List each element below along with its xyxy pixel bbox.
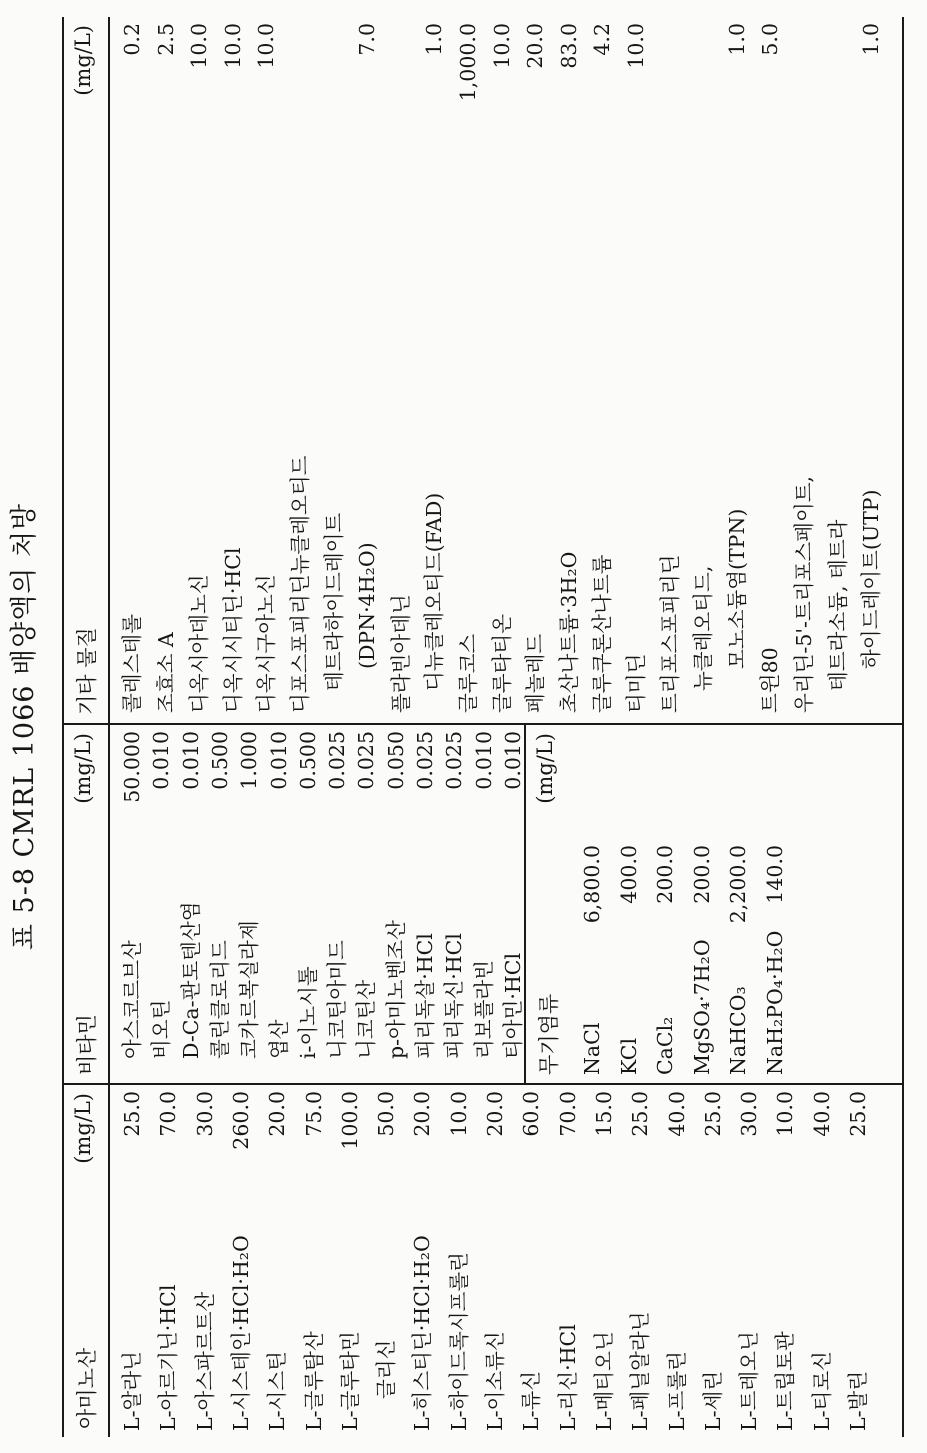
table-row-value: 0.025 <box>354 731 379 790</box>
table-row-value: 25.0 <box>628 1091 653 1137</box>
table-row-name: L-아스파르트산 <box>192 1291 217 1431</box>
table-row-value: 75.0 <box>301 1091 326 1137</box>
table-row-value: 25.0 <box>120 1091 144 1137</box>
table-row-name: L-이소류신 <box>483 1331 507 1431</box>
table-row-name: 티미딘 <box>624 653 648 713</box>
table-row-name: L-시스틴 <box>265 1351 290 1431</box>
table-row-name: 글리신 <box>374 1339 399 1399</box>
table-row-name: 디옥시시티딘·HCl <box>220 547 245 713</box>
table-row-value: 10.0 <box>446 1091 471 1137</box>
table-row-value: 0.010 <box>178 731 203 790</box>
table-row-value: 20.0 <box>483 1091 507 1137</box>
table-row-name: L-시스테인·HCl·H₂O <box>228 1235 253 1431</box>
table-row-name: 모노소듐염(TPN) <box>724 508 749 669</box>
table-row-name: L-알라닌 <box>120 1351 144 1431</box>
table-row-name: L-하이드록시프롤린 <box>446 1252 471 1431</box>
table-row-value: 10.0 <box>187 23 212 69</box>
table-row-value: 5.0 <box>758 23 783 56</box>
table-row-name: 디포스포피리딘뉴클레오티드 <box>288 455 312 713</box>
table-row-value: 0.010 <box>500 731 525 790</box>
table-row-name: L-트립토판 <box>773 1331 798 1431</box>
table-row-name: 초산나트륨·3H₂O <box>556 551 581 713</box>
table-row-value: 83.0 <box>556 23 581 69</box>
table-row-name: L-티로신 <box>809 1351 834 1431</box>
table-row-name: CaCl₂ <box>653 1016 677 1075</box>
table-row-value: 20.0 <box>523 23 548 69</box>
inorganic-salt-section <box>524 725 904 1083</box>
table-row-name: L-프롤린 <box>664 1351 689 1431</box>
table-row-name: KCl <box>616 1037 641 1075</box>
table-row-name: L-리신·HCl <box>555 1324 580 1431</box>
table-row-value: 6,800.0 <box>580 845 604 924</box>
table-row-name: 니코틴아미드 <box>325 940 350 1059</box>
table-row-name: 콜레스테롤 <box>120 613 144 713</box>
table-row-value: 70.0 <box>156 1091 181 1137</box>
other-substances-section <box>62 17 904 723</box>
table-row-name: L-페닐알라닌 <box>628 1311 653 1431</box>
table-row-value: 0.010 <box>266 731 291 790</box>
table-row-value: 1.0 <box>422 23 447 56</box>
table-row-name: 페놀레드 <box>523 633 548 713</box>
table-row-value: 10.0 <box>489 23 514 69</box>
table-row-name: 디옥시구아노신 <box>254 574 279 713</box>
table-row-value: 260.0 <box>228 1091 253 1150</box>
table-row-value: 10.0 <box>773 1091 798 1137</box>
table-row-value: 400.0 <box>616 845 641 904</box>
vitamin-header: 비타민 <box>75 1014 99 1075</box>
table-row-name: 트윈80 <box>758 647 783 713</box>
table-row-value: 0.025 <box>325 731 350 790</box>
table-row-value: 7.0 <box>355 23 380 56</box>
table-row-value: 140.0 <box>762 845 787 904</box>
inorganic-salt-header: 무기염류 <box>537 993 561 1075</box>
table-row-name: 비오틴 <box>149 999 174 1059</box>
table-row-value: 1.0 <box>724 23 749 56</box>
table-row-value: 25.0 <box>846 1091 870 1137</box>
table-row-name: MgSO₄·7H₂O <box>689 939 714 1075</box>
table-row-value: 200.0 <box>653 845 677 904</box>
table-row-name: 리보플라빈 <box>471 959 496 1059</box>
table-row-value: 100.0 <box>337 1091 362 1150</box>
table-row-value: 0.025 <box>442 731 467 790</box>
table-row-value: 25.0 <box>700 1091 725 1137</box>
table-row-name: L-발린 <box>846 1370 870 1431</box>
table-row-value: 0.010 <box>471 731 496 790</box>
table-row-name: D-Ca-판토텐산염 <box>178 901 203 1059</box>
other-substances-unit: (mg/L) <box>71 25 95 96</box>
inorganic-salt-unit: (mg/L) <box>533 733 557 804</box>
table-row-name: i-이노시톨 <box>295 966 320 1059</box>
table-row-value: 50.000 <box>120 731 144 803</box>
table-row-value: 40.0 <box>809 1091 834 1137</box>
table-row-name: 피리독살·HCl <box>413 933 437 1059</box>
table-row-value: 20.0 <box>410 1091 435 1137</box>
table-row-value: 1.000 <box>237 731 262 790</box>
table-row-value: 4.2 <box>590 23 615 56</box>
table-row-name: 하이드레이트(UTP) <box>859 489 884 669</box>
table-row-value: 50.0 <box>374 1091 399 1137</box>
formula-table <box>62 17 904 1437</box>
table-row-name: 우리딘-5'-트리포스페이트, <box>792 475 816 713</box>
table-row-name: L-세린 <box>700 1370 725 1431</box>
table-row-name: 아스코르브산 <box>120 940 144 1059</box>
amino-acid-unit: (mg/L) <box>71 1093 95 1164</box>
table-row-value: 15.0 <box>591 1091 616 1137</box>
table-row-name: 디옥시아데노신 <box>187 574 212 713</box>
table-row-name: L-메티오닌 <box>591 1331 616 1431</box>
table-row-value: 60.0 <box>519 1091 544 1137</box>
table-row-value: 0.500 <box>295 731 320 790</box>
table-row-name: p-아미노벤조산 <box>383 920 408 1059</box>
table-row-name: L-트레오닌 <box>737 1331 762 1431</box>
table-row-name: 글루쿠론산나트륨 <box>590 554 615 713</box>
table-row-name: NaH₂PO₄·H₂O <box>762 930 787 1075</box>
table-row-name: (DPN·4H₂O) <box>355 542 380 669</box>
table-row-value: 10.0 <box>220 23 245 69</box>
table-row-name: NaHCO₃ <box>726 986 750 1075</box>
table-row-name: L-글루타민 <box>337 1331 362 1431</box>
table-row-value: 30.0 <box>737 1091 762 1137</box>
table-row-value: 20.0 <box>265 1091 290 1137</box>
table-row-name: NaCl <box>580 1022 604 1075</box>
vitamin-section <box>62 725 525 1083</box>
table-row-name: L-아르기닌·HCl <box>156 1284 181 1431</box>
vitamin-unit: (mg/L) <box>71 733 95 804</box>
table-row-value: 2,200.0 <box>726 845 750 924</box>
table-row-value: 10.0 <box>624 23 648 69</box>
table-row-name: 피리독신·HCl <box>442 933 467 1059</box>
table-row-name: 플라빈아데닌 <box>388 594 413 713</box>
table-row-value: 0.025 <box>413 731 437 790</box>
table-row-name: L-히스티딘·HCl·H₂O <box>410 1235 435 1431</box>
table-row-value: 0.010 <box>149 731 174 790</box>
table-row-name: 글루타티온 <box>489 613 514 713</box>
table-row-name: 엽산 <box>266 1019 291 1059</box>
table-row-value: 1.0 <box>859 23 884 56</box>
table-row-name: L-글루탐산 <box>301 1331 326 1431</box>
table-row-name: 코카르복실라제 <box>237 920 262 1059</box>
table-row-name: 티아민·HCl <box>500 952 525 1059</box>
table-row-value: 30.0 <box>192 1091 217 1137</box>
table-row-name: 뉴클레오티드, <box>691 565 716 691</box>
amino-acid-section <box>62 1085 904 1437</box>
table-title: 표 5-8 CMRL 1066 배양액의 처방 <box>9 502 40 951</box>
table-row-value: 1,000.0 <box>456 23 480 102</box>
amino-acid-header: 아미노산 <box>75 1347 99 1429</box>
table-row-value: 0.050 <box>383 731 408 790</box>
table-row-value: 2.5 <box>153 23 178 56</box>
table-row-name: 조효소 A <box>153 632 178 713</box>
table-row-value: 0.500 <box>207 731 232 790</box>
table-row-name: 콜린클로리드 <box>207 940 232 1059</box>
table-row-name: L-류신 <box>519 1370 544 1431</box>
other-substances-header: 기타 물질 <box>75 627 99 715</box>
table-row-value: 0.2 <box>120 23 144 56</box>
table-row-value: 70.0 <box>555 1091 580 1137</box>
table-row-name: 디뉴클레오티드(FAD) <box>422 492 447 691</box>
table-row-name: 테트라하이드레이트 <box>321 512 346 691</box>
table-row-value: 200.0 <box>689 845 714 904</box>
table-row-name: 트리포스포피리딘 <box>657 554 682 713</box>
table-row-value: 10.0 <box>254 23 279 69</box>
table-row-name: 니코틴산 <box>354 979 379 1059</box>
table-row-name: 글루코스 <box>456 633 480 713</box>
table-row-name: 테트라소듐, 테트라 <box>825 519 850 691</box>
table-row-value: 40.0 <box>664 1091 689 1137</box>
